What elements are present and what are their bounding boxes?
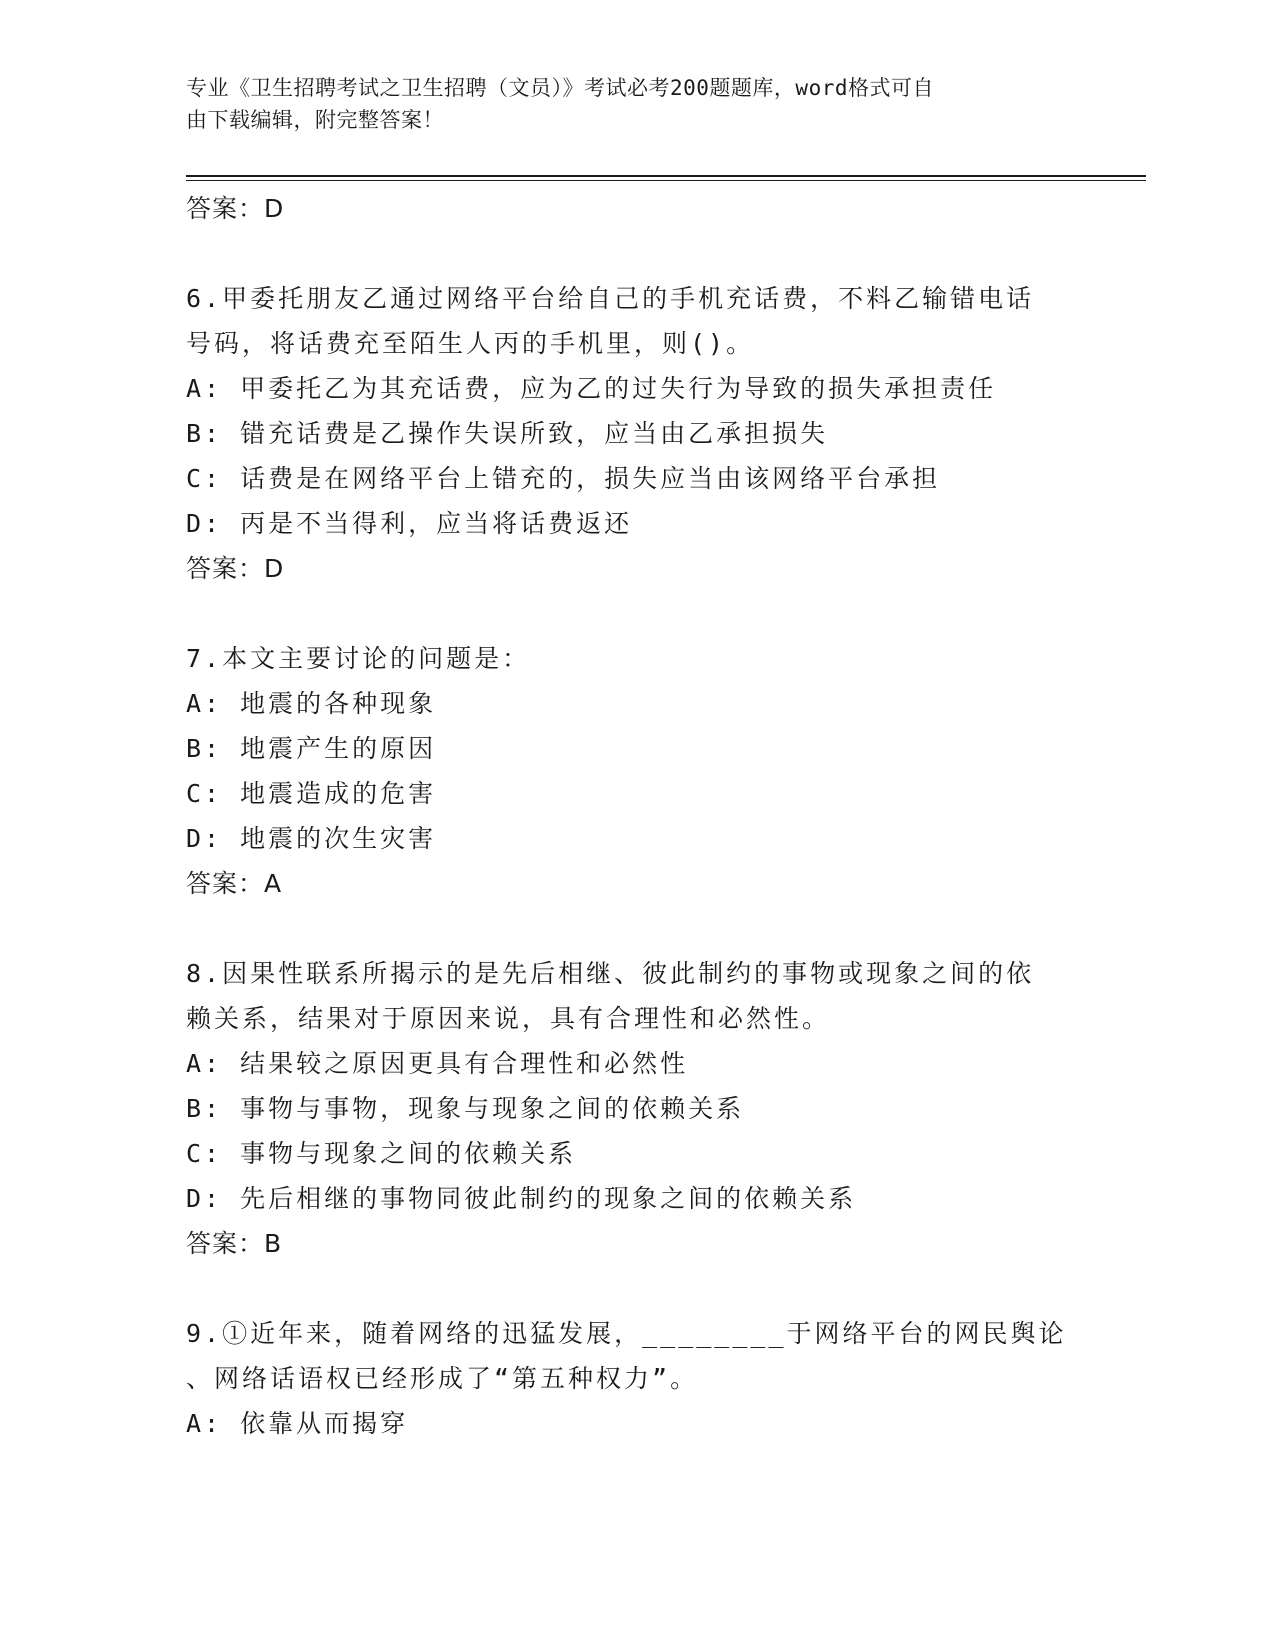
- question-stem: 号码，将话费充至陌生人丙的手机里，则()。: [186, 329, 755, 358]
- answer-line: 答案：D: [186, 194, 285, 223]
- option-b: B: 事物与事物，现象与现象之间的依赖关系: [186, 1094, 745, 1123]
- option-b: B: 错充话费是乙操作失误所致，应当由乙承担损失: [186, 419, 829, 448]
- option-a: A: 依靠从而揭穿: [186, 1409, 409, 1438]
- question-stem: 6.甲委托朋友乙通过网络平台给自己的手机充话费，不料乙输错电话: [186, 284, 1035, 313]
- option-c: C: 话费是在网络平台上错充的，损失应当由该网络平台承担: [186, 464, 941, 493]
- option-d: D: 地震的次生灾害: [186, 824, 437, 853]
- header-line-1: 专业《卫生招聘考试之卫生招聘（文员）》考试必考200题题库，word格式可自: [186, 76, 934, 100]
- option-a: A: 甲委托乙为其充话费，应为乙的过失行为导致的损失承担责任: [186, 374, 997, 403]
- question-6: [186, 276, 1066, 591]
- question-stem: 8.因果性联系所揭示的是先后相继、彼此制约的事物或现象之间的依: [186, 959, 1035, 988]
- header-line-2: 由下载编辑，附完整答案！: [186, 108, 444, 132]
- answer-line: 答案：A: [186, 869, 283, 898]
- spacer: [186, 906, 1066, 951]
- option-b: B: 地震产生的原因: [186, 734, 437, 763]
- question-9: [186, 1311, 1066, 1446]
- question-8: [186, 951, 1066, 1266]
- option-a: A: 地震的各种现象: [186, 689, 437, 718]
- spacer: [186, 231, 1066, 276]
- option-d: D: 丙是不当得利，应当将话费返还: [186, 509, 633, 538]
- question-stem: 、网络话语权已经形成了“第五种权力”。: [186, 1364, 699, 1393]
- option-d: D: 先后相继的事物同彼此制约的现象之间的依赖关系: [186, 1184, 857, 1213]
- question-stem: 7.本文主要讨论的问题是：: [186, 644, 531, 673]
- question-list: [186, 186, 1066, 1446]
- page-header: [186, 72, 1066, 136]
- option-c: C: 事物与现象之间的依赖关系: [186, 1139, 577, 1168]
- question-stem: 9.①近年来，随着网络的迅猛发展，________于网络平台的网民舆论: [186, 1319, 1067, 1348]
- spacer: [186, 591, 1066, 636]
- answer-line: 答案：B: [186, 1229, 283, 1258]
- answer-line: 答案：D: [186, 554, 285, 583]
- option-c: C: 地震造成的危害: [186, 779, 437, 808]
- option-a: A: 结果较之原因更具有合理性和必然性: [186, 1049, 689, 1078]
- header-divider: [186, 175, 1146, 181]
- question-7: [186, 636, 1066, 906]
- spacer: [186, 1266, 1066, 1311]
- question-stem: 赖关系，结果对于原因来说，具有合理性和必然性。: [186, 1004, 831, 1033]
